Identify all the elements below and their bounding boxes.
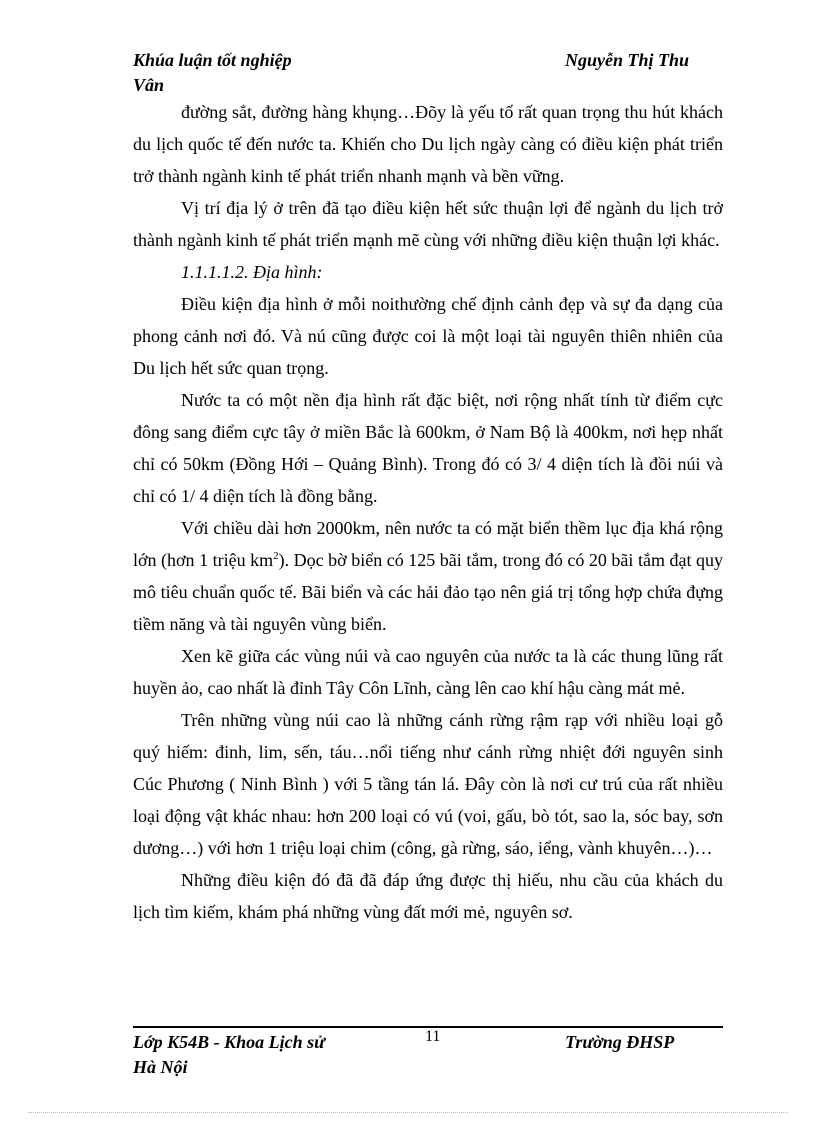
paragraph-1: đường sắt, đường hàng khụng…Đõy là yếu tố rất quan trọng thu hút khách du lịch quốc tế đến nước ta. Khiến cho Du lịch ngày càng có điều kiện phát triển trở thành ngành kinh tế phát triển nhanh mạnh và bền vững.: [133, 102, 723, 186]
paragraph-2: Vị trí địa lý ở trên đã tạo điều kiện hết sức thuận lợi để ngành du lịch trở thành ngành kinh tế phát triển mạnh mẽ cùng với những điều kiện thuận lợi khác.: [133, 198, 723, 250]
page-number: 11: [425, 1028, 441, 1045]
paragraph-5: [133, 512, 723, 640]
paragraph-3: Điều kiện địa hình ở mỗi noithường chế định cảnh đẹp và sự đa dạng của phong cảnh nơi đó. Và nú cũng được coi là một loại tài nguyên thiên nhiên của Du lịch hết sức quan trọng.: [133, 294, 723, 378]
paragraph-7: Trên những vùng núi cao là những cánh rừng rậm rạp với nhiều loại gỗ quý hiếm: đinh, lim, sến, táu…nổi tiếng như cánh rừng nhiệt đới nguyên sinh Cúc Phương ( Ninh Bình ) với 5 tầng tán lá. Đây còn là nơi cư trú của rất nhiều loại động vật khác nhau: hơn 200 loại có vú (voi, gấu, bò tót, sao la, sóc bay, sơn dương…) với hơn 1 triệu loại chim (công, gà rừng, sáo, iểng, vành khuyên…)…: [133, 710, 723, 858]
footer-university: Trường ĐHSP: [565, 1032, 675, 1052]
section-heading: 1.1.1.1.2. Địa hình:: [181, 262, 323, 282]
superscript-2: 2: [273, 550, 279, 562]
paragraph-5-text-b: ). Dọc bờ biển có 125 bãi tắm, trong đó có 20 bãi tắm đạt quy mô tiêu chuẩn quốc tế. Bãi biển và các hải đảo tạo nên giá trị tổng hợp chứa đựng tiềm năng và tài nguyên vùng biển.: [133, 550, 723, 634]
footer-class-faculty: Lớp K54B - Khoa Lịch sử: [133, 1032, 325, 1052]
header-author-name-cont: Vân: [133, 75, 165, 95]
document-body: [133, 96, 723, 928]
page-bottom-dotted-line: [28, 1112, 788, 1113]
paragraph-5-text-a: Với chiều dài hơn 2000km, nên nước ta có mặt biển thềm lục địa khá rộng lớn (hơn 1 triệu km: [133, 518, 723, 570]
header-author-name: Nguyễn Thị Thu: [565, 50, 690, 70]
footer-city: Hà Nội: [133, 1057, 188, 1077]
paragraph-6: Xen kẽ giữa các vùng núi và cao nguyên của nước ta là các thung lũng rất huyền ảo, cao nhất là đỉnh Tây Côn Lĩnh, càng lên cao khí hậu càng mát mẻ.: [133, 646, 723, 698]
paragraph-4: Nước ta có một nền địa hình rất đặc biệt, nơi rộng nhất tính từ điểm cực đông sang điểm cực tây ở miền Bắc là 600km, ở Nam Bộ là 400km, nơi hẹp nhất chỉ có 50km (Đồng Hới – Quảng Bình). Trong đó có 3/ 4 diện tích là đồi núi và chỉ có 1/ 4 diện tích là đồng bằng.: [133, 390, 723, 506]
header-thesis-title: Khúa luận tốt nghiệp: [133, 50, 292, 70]
paragraph-8: Những điều kiện đó đã đã đáp ứng được thị hiếu, nhu cầu của khách du lịch tìm kiếm, khám phá những vùng đất mới mẻ, nguyên sơ.: [133, 870, 723, 922]
